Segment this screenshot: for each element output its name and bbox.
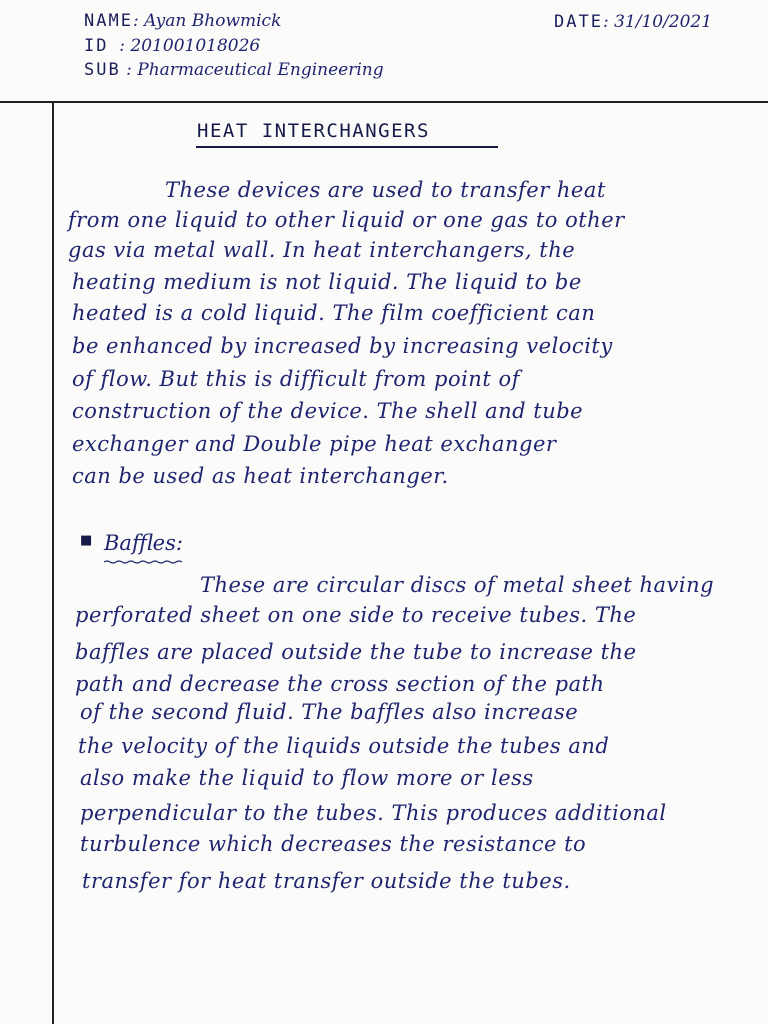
text-line: the velocity of the liquids outside the tubes and [78, 734, 610, 758]
date-line: DATE: 31/10/2021 [554, 12, 713, 32]
section-heading: Baffles: [104, 531, 183, 555]
heading-squiggle-underline [104, 560, 182, 564]
text-line: transfer for heat transfer outside the tubes. [82, 869, 571, 893]
text-line: perforated sheet on one side to receive tubes. The [75, 603, 637, 627]
margin-rule [52, 102, 54, 1024]
text-line: also make the liquid to flow more or less [80, 766, 534, 790]
header-rule [0, 101, 768, 103]
text-line: exchanger and Double pipe heat exchanger [72, 432, 557, 456]
name-value: : Ayan Bhowmick [132, 11, 282, 31]
text-line: from one liquid to other liquid or one gas to other [68, 208, 625, 232]
text-line: path and decrease the cross section of the path [75, 672, 605, 696]
text-line: of the second fluid. The baffles also increase [80, 700, 579, 724]
name-line: NAME: Ayan Bhowmick [84, 11, 282, 31]
id-value: : 201001018026 [119, 36, 261, 56]
subject-value: : Pharmaceutical Engineering [126, 60, 384, 80]
text-line: be enhanced by increased by increasing velocity [72, 334, 613, 358]
text-line: perpendicular to the tubes. This produces additional [80, 801, 667, 825]
id-line: ID : 201001018026 [84, 36, 261, 56]
title-underline [196, 146, 498, 148]
page-title: HEAT INTERCHANGERS [197, 120, 430, 142]
text-line: These are circular discs of metal sheet having [200, 573, 715, 597]
text-line: turbulence which decreases the resistance to [80, 832, 587, 856]
text-line: heating medium is not liquid. The liquid to be [72, 270, 582, 294]
text-line: gas via metal wall. In heat interchangers, the [68, 238, 576, 262]
text-line: of flow. But this is difficult from point of [72, 367, 520, 391]
subject-line: SUB : Pharmaceutical Engineering [84, 60, 384, 80]
text-line: baffles are placed outside the tube to increase the [75, 640, 637, 664]
date-value: : 31/10/2021 [602, 12, 713, 32]
bullet-mark: ■ [80, 533, 93, 548]
text-line: heated is a cold liquid. The film coefficient can [72, 301, 596, 325]
text-line: can be used as heat interchanger. [72, 464, 449, 488]
text-line: These devices are used to transfer heat [165, 178, 606, 202]
text-line: construction of the device. The shell and tube [72, 399, 584, 423]
